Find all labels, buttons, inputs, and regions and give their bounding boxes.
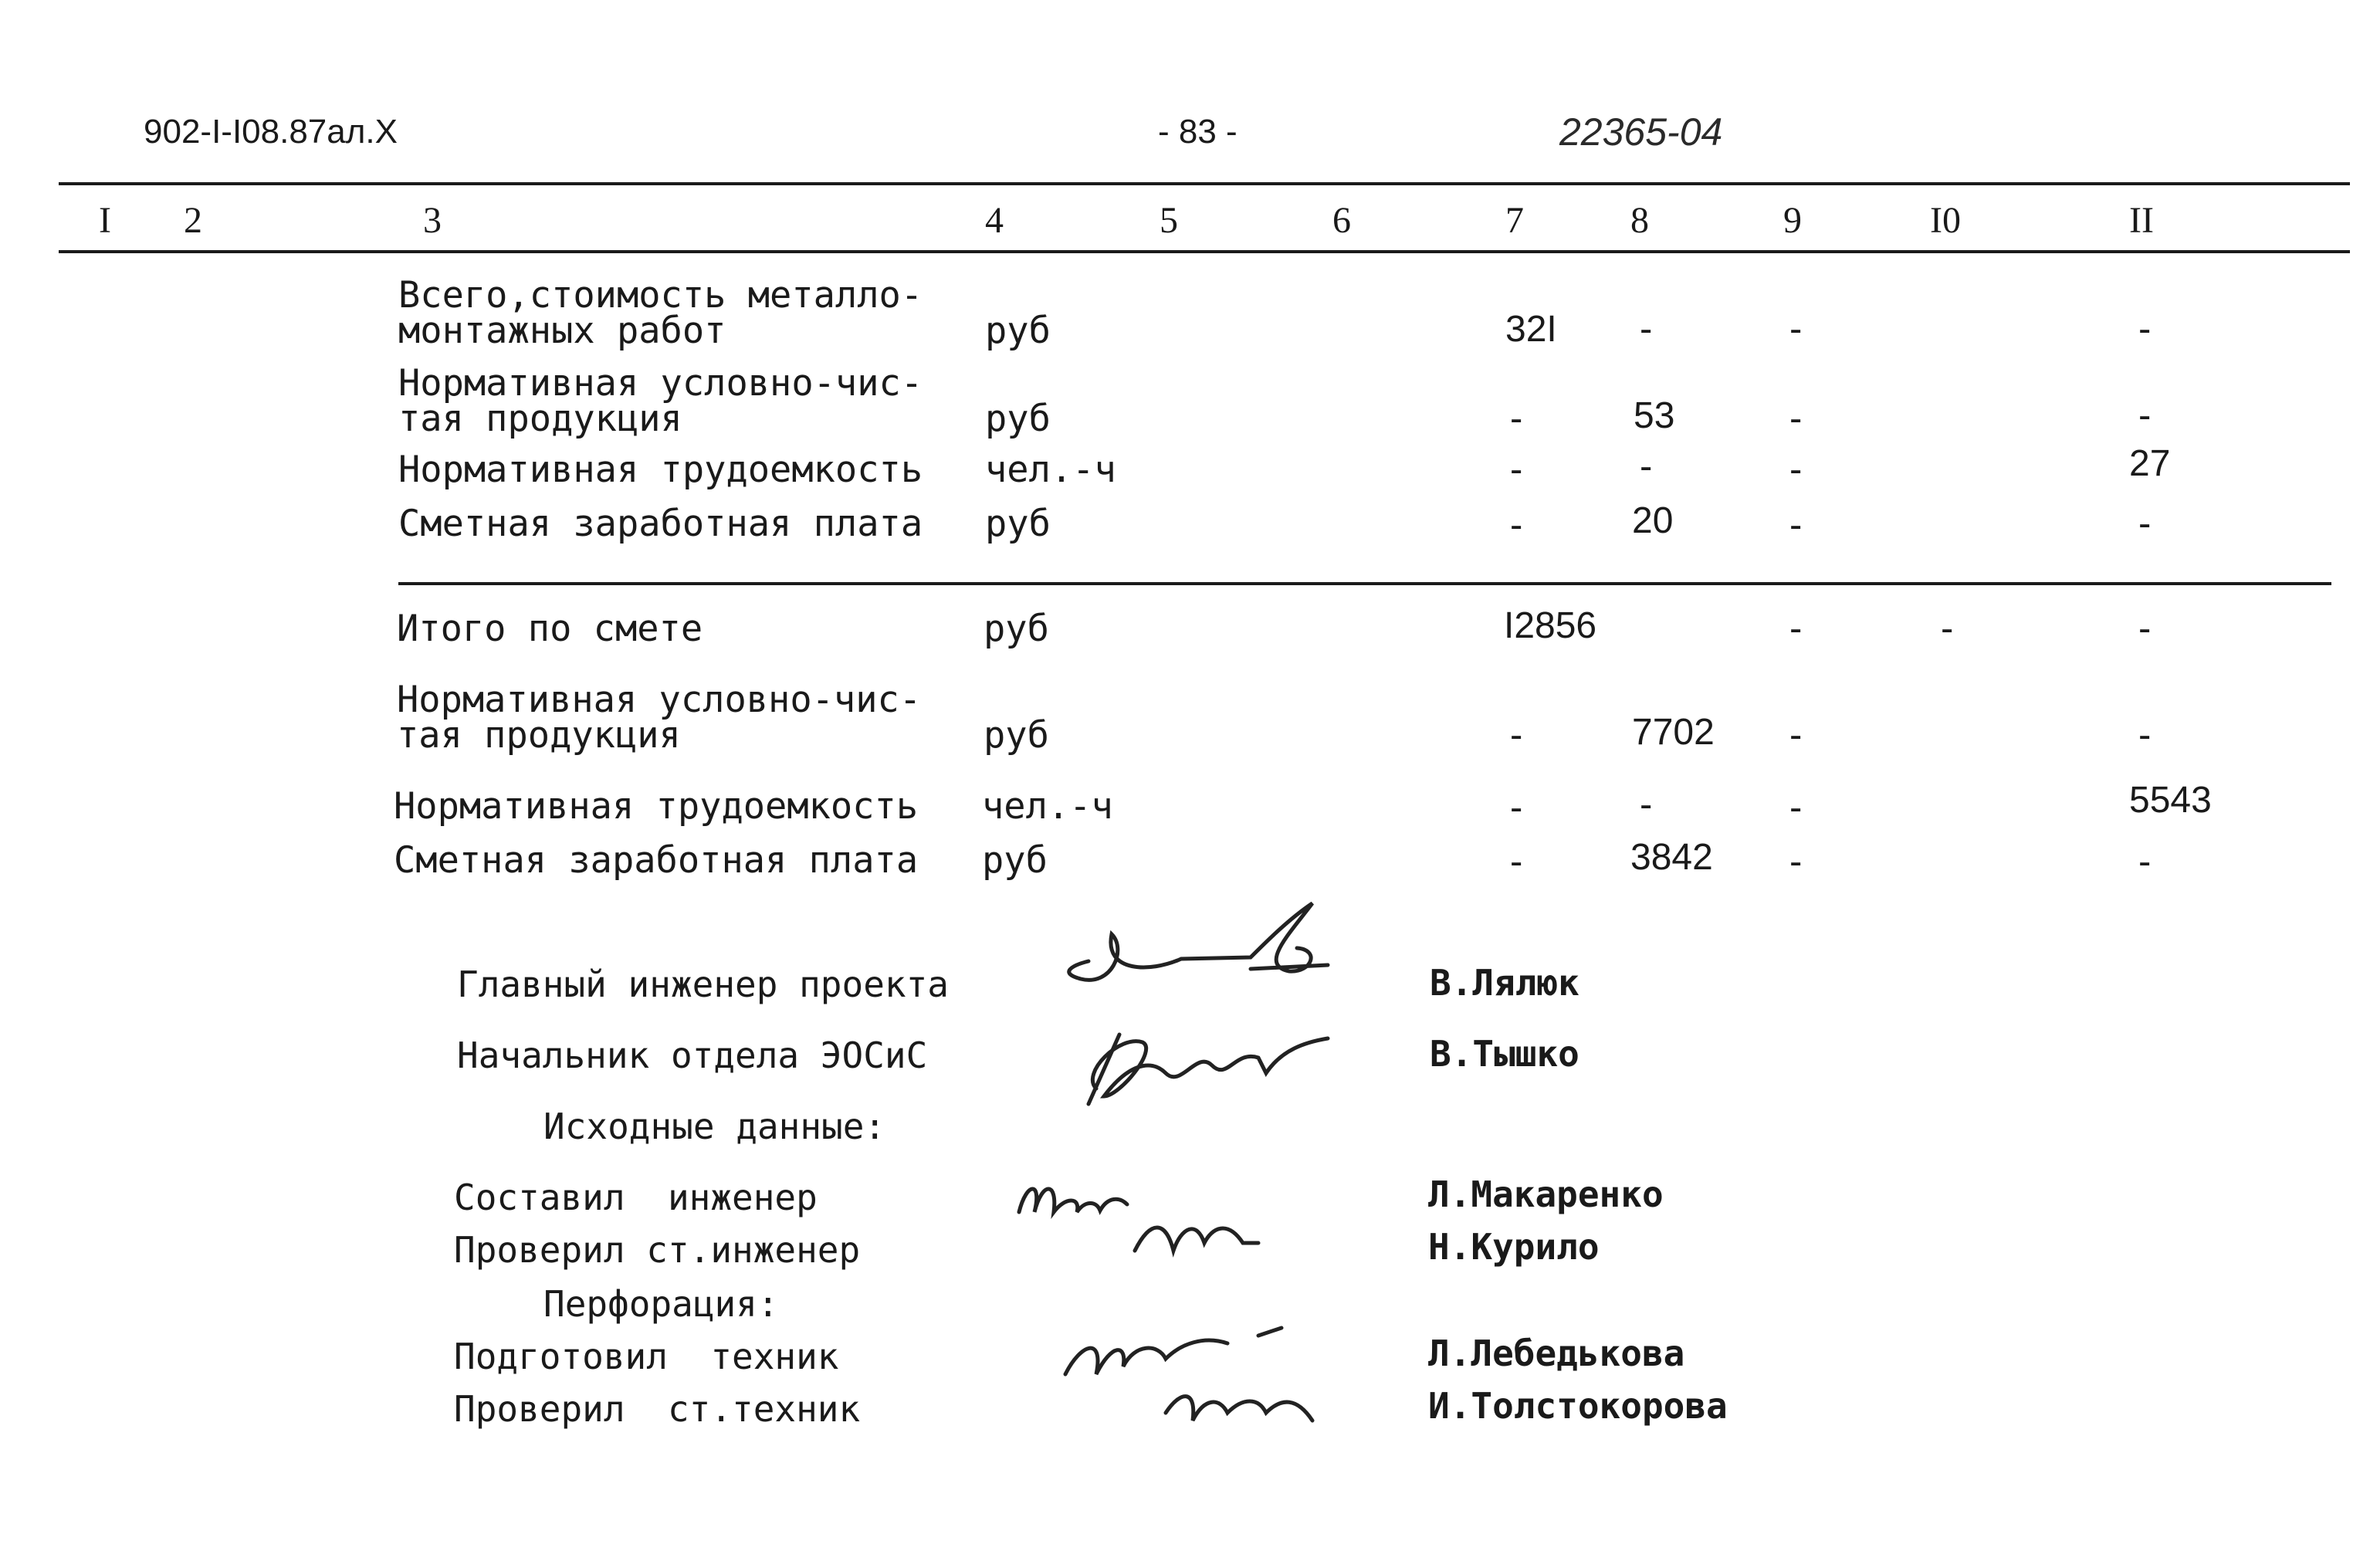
cell-col-7: I2856 [1504, 605, 1597, 646]
checked-technician-role: Проверил ст.техник [454, 1388, 861, 1430]
cell-col-9: - [1785, 608, 1807, 650]
row-label: Нормативная условно-чис- тая продукция [398, 362, 923, 440]
cell-col-8: 20 [1632, 500, 1674, 541]
row-label: Сметная заработная плата [398, 503, 923, 545]
column-header-6: 6 [1332, 200, 1351, 241]
cell-col-7: - [1505, 714, 1528, 757]
checked-technician-name: И.Толстокорова [1428, 1385, 1728, 1427]
column-header-11: II [2129, 200, 2154, 241]
row-label: Всего,стоимость металло- монтажных работ [398, 274, 923, 352]
checked-by-role: Проверил ст.инженер [454, 1229, 861, 1271]
prepared-by-name: Л.Лебедькова [1428, 1333, 1685, 1374]
cell-col-7: - [1505, 787, 1528, 829]
cell-col-9: - [1785, 787, 1807, 829]
row-unit: руб [982, 839, 1048, 882]
department-head-role: Начальник отдела ЭОСиС [457, 1035, 928, 1076]
sheet-number: 22365-04 [1559, 110, 1723, 154]
cell-col-11: - [2134, 308, 2156, 351]
cell-col-9: - [1785, 714, 1807, 757]
cell-col-11: - [2134, 714, 2156, 757]
signature-composed-by [1011, 1166, 1289, 1282]
chief-engineer-name: В.Лялюк [1430, 962, 1579, 1004]
chief-engineer-role: Главный инженер проекта [457, 963, 949, 1005]
composed-by-name: Л.Макаренко [1428, 1173, 1664, 1215]
cell-col-11: - [2134, 395, 2156, 437]
signature-chief-engineer [1058, 888, 1382, 1004]
table-top-rule [59, 182, 2350, 185]
cell-col-9: - [1785, 398, 1807, 440]
row-label: Нормативная трудоемкость [394, 785, 919, 828]
cell-col-9: - [1785, 449, 1807, 491]
perforation-heading: Перфорация: [543, 1283, 779, 1325]
row-label: Итого по смете [397, 608, 703, 650]
cell-col-8: 53 [1634, 395, 1675, 436]
column-header-1: I [99, 200, 111, 241]
checked-by-name: Н.Курило [1428, 1226, 1600, 1268]
column-header-3: 3 [423, 200, 442, 241]
row-unit: руб [984, 608, 1049, 650]
cell-col-8: - [1635, 308, 1657, 351]
cell-col-7: - [1505, 398, 1528, 440]
cell-col-10: - [1936, 608, 1959, 650]
row-unit: чел.-ч [985, 449, 1116, 491]
cell-col-8: - [1635, 445, 1657, 488]
cell-col-11: - [2134, 503, 2156, 545]
cell-col-8: 3842 [1630, 837, 1713, 878]
cell-col-9: - [1785, 308, 1807, 351]
cell-col-7: - [1505, 449, 1528, 491]
page-number: - 83 - [1158, 113, 1237, 151]
column-header-7: 7 [1505, 200, 1524, 241]
cell-col-11: 27 [2129, 443, 2171, 484]
column-header-10: I0 [1930, 200, 1961, 241]
cell-col-11: 5543 [2129, 780, 2212, 821]
row-label: Нормативная трудоемкость [398, 449, 923, 491]
column-header-8: 8 [1630, 200, 1649, 241]
column-header-4: 4 [985, 200, 1004, 241]
row-unit: чел.-ч [982, 785, 1113, 828]
row-unit: руб [985, 503, 1051, 545]
cell-col-11: - [2134, 608, 2156, 650]
row-unit: руб [984, 714, 1049, 757]
document-code: 902-I-I08.87ал.X [144, 113, 398, 151]
cell-col-7: - [1505, 504, 1528, 547]
row-unit: руб [985, 310, 1051, 352]
cell-col-7: 32I [1505, 309, 1557, 350]
cell-col-9: - [1785, 504, 1807, 547]
cell-col-11: - [2134, 841, 2156, 883]
row-unit: руб [985, 398, 1051, 440]
table-header-rule [59, 250, 2350, 253]
source-data-heading: Исходные данные: [543, 1106, 886, 1147]
column-header-2: 2 [184, 200, 202, 241]
cell-col-7: - [1505, 841, 1528, 883]
cell-col-8: - [1635, 784, 1657, 826]
column-header-5: 5 [1160, 200, 1178, 241]
column-header-9: 9 [1783, 200, 1802, 241]
signature-prepared-by [1050, 1312, 1343, 1451]
cell-col-9: - [1785, 841, 1807, 883]
section-divider [398, 582, 2331, 585]
row-label: Нормативная условно-чис- тая продукция [397, 679, 922, 757]
prepared-by-role: Подготовил техник [454, 1336, 839, 1377]
row-label: Сметная заработная плата [394, 839, 919, 882]
composed-by-role: Составил инженер [454, 1177, 818, 1218]
signature-department-head [1073, 1019, 1336, 1112]
department-head-name: В.Тышко [1430, 1033, 1579, 1075]
cell-col-8: 7702 [1632, 712, 1715, 753]
